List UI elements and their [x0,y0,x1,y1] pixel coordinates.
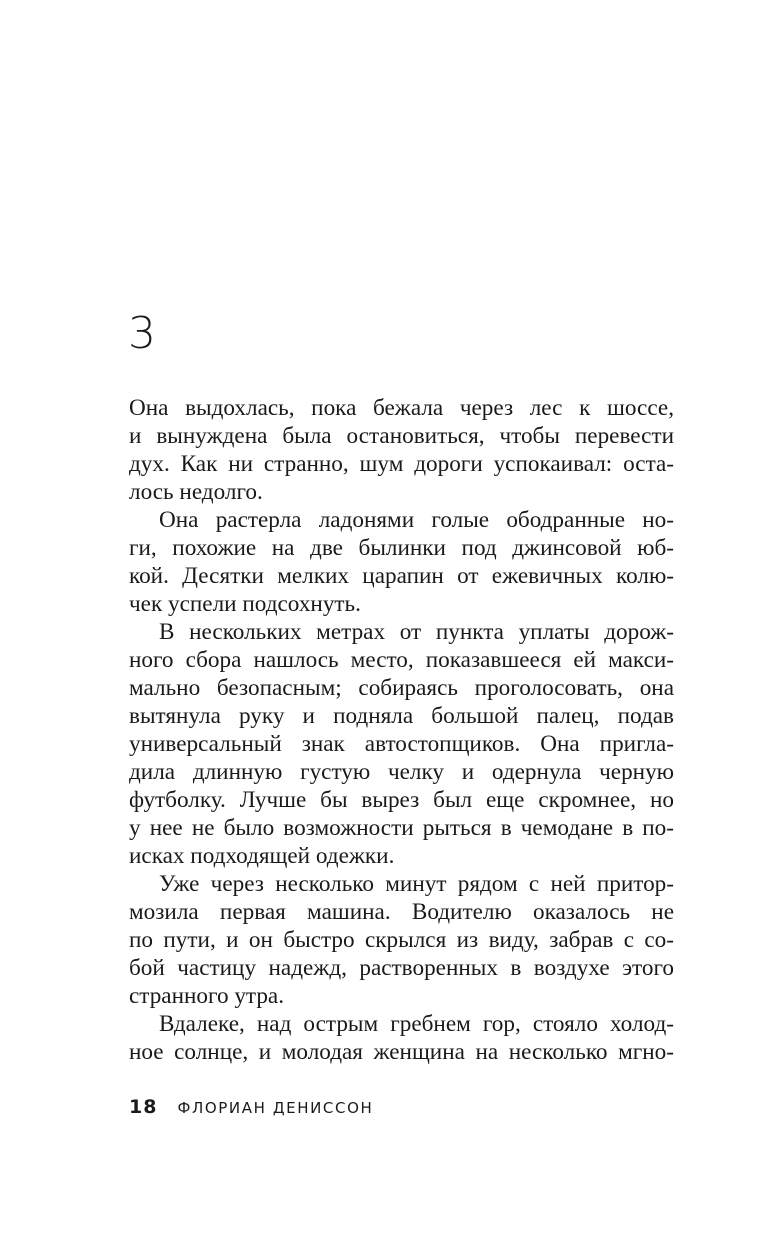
running-head: ФЛОРИАН ДЕНИССОН [177,1099,374,1117]
text-line: Вдалеке, над острым гребнем гор, стояло холод- [159,1011,674,1037]
text-line: лось недолго. [129,479,263,505]
text-line: футболку. Лучше бы вырез был еще скромнее, но [129,787,674,813]
text-line: ное солнце, и молодая женщина на несколько мгно- [129,1039,674,1065]
paragraph-4 [129,870,674,1010]
text-line: по пути, и он быстро скрылся из виду, забрав с со- [129,927,674,953]
text-line: мозила первая машина. Водителю оказалось не [129,899,674,925]
text-line: чек успели подсохнуть. [129,591,361,617]
text-line: и вынуждена была остановиться, чтобы перевести [129,423,674,449]
text-line: бой частицу надежд, растворенных в воздухе этого [129,955,674,981]
paragraph-3 [129,618,674,870]
text-line: ги, похожие на две былинки под джинсовой юб- [129,535,674,561]
page-number: 18 [129,1096,158,1118]
text-line: мально безопасным; собираясь проголосовать, она [129,675,674,701]
text-line: у нее не было возможности рыться в чемодане в по- [129,815,674,841]
text-line: кой. Десятки мелких царапин от ежевичных колю- [129,563,674,589]
text-line: исках подходящей одежки. [129,843,395,869]
text-line: Уже через несколько минут рядом с ней притор- [159,871,674,897]
text-line: универсальный знак автостопщиков. Она пригла- [129,731,674,757]
page-footer [129,1096,373,1118]
paragraph-2 [129,506,674,618]
text-line: дила длинную густую челку и одернула черную [129,759,674,785]
text-line: В нескольких метрах от пункта уплаты дорож- [159,619,674,645]
text-line: дух. Как ни странно, шум дороги успокаивал: оста- [129,451,674,477]
paragraph-1 [129,394,674,506]
text-line: Она выдохлась, пока бежала через лес к шоссе, [129,395,674,421]
chapter-number: 3 [128,308,156,359]
text-line: странного утра. [129,983,285,1009]
text-line: Она растерла ладонями голые ободранные но- [159,507,674,533]
text-line: вытянула руку и подняла большой палец, подав [129,703,674,729]
body-text [129,394,674,1066]
paragraph-5 [129,1010,674,1066]
text-line: ного сбора нашлось место, показавшееся ей макси- [129,647,674,673]
